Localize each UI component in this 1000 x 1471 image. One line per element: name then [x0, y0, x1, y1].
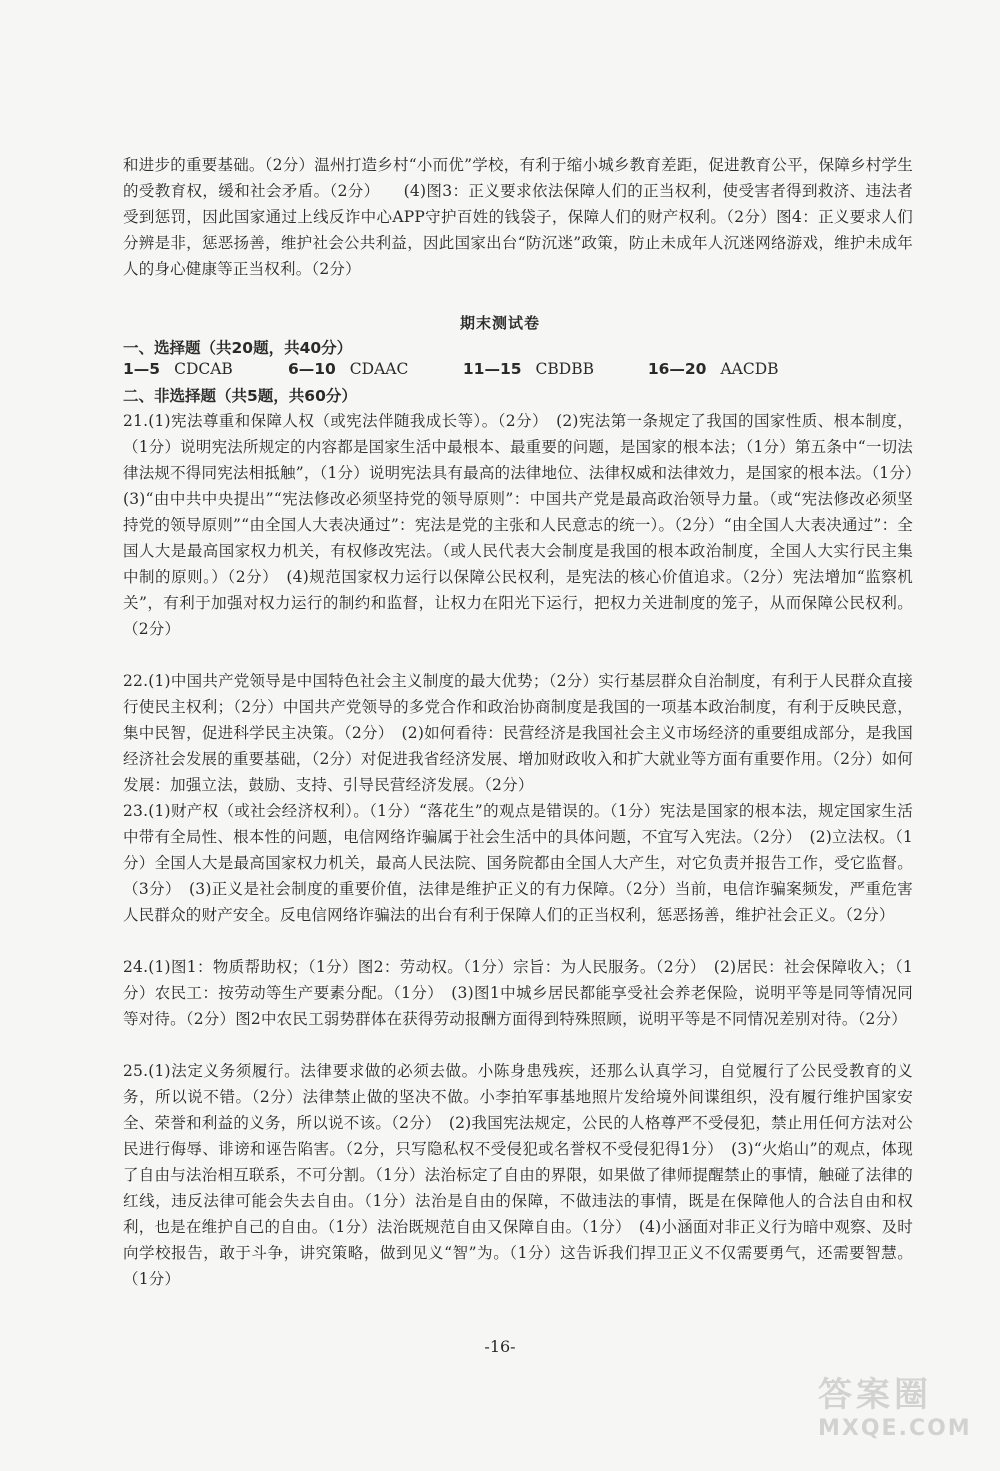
- mc-range: 11—15: [462, 360, 522, 378]
- section2-heading: 二、非选择题（共5题，共60分）: [123, 387, 357, 405]
- mc-group: [463, 360, 643, 378]
- answer-q21: 21.(1)宪法尊重和保障人权（或宪法伴随我成长等）。（2分） (2)宪法第一条规定了我国的国家性质、根本制度，（1分）说明宪法所规定的内容都是国家生活中最根本、最重要的问题，是国家的根本法；（1分）第五条中“一切法律法规不得同宪法相抵触”，（1分）说明宪法具有最高的法律地位、法律权威和法律效力，是国家的根本法。（1分） (3)“由中共中央提出”“宪法修改必须坚持党的领导原则”：中国共产党是最高政治领导力量。（或“宪法修改必须坚持党的领导原则”“由全国人大表决通过”：宪法是党的主张和人民意志的统一）。（2分）“由全国人大表决通过”：全国人大是最高国家权力机关，有权修改宪法。（或人民代表大会制度是我国的根本政治制度，全国人大实行民主集中制的原则。）（2分） (4)规范国家权力运行以保障公民权利，是宪法的核心价值追求。（2分）宪法增加“监察机关”，有利于加强对权力运行的制约和监督，让权力在阳光下运行，把权力关进制度的笼子，从而保障公民权利。（2分）: [123, 412, 929, 638]
- watermark-bottom: MXQE.COM: [818, 1416, 972, 1441]
- mc-group: [123, 360, 283, 378]
- exam-title: 期末测试卷: [459, 314, 540, 332]
- mc-answer-row: [123, 360, 779, 378]
- watermark-logo: [818, 1367, 972, 1453]
- mc-range: 16—20: [647, 360, 707, 378]
- mc-answers: AACDB: [720, 360, 779, 378]
- mc-answers: CDAAC: [349, 360, 409, 378]
- answer-q25: 25.(1)法定义务须履行。法律要求做的必须去做。小陈身患残疾，还那么认真学习，自觉履行了公民受教育的义务，所以说不错。（2分）法律禁止做的坚决不做。小李拍军事基地照片发给境外间谍组织，没有履行维护国家安全、荣誉和利益的义务，所以说不该。（2分） (2)我国宪法规定，公民的人格尊严不受侵犯，禁止用任何方法对公民进行侮辱、诽谤和诬告陷害。（2分，只写隐私权不受侵犯或名誉权不受侵犯得1分） (3)“火焰山”的观点，体现了自由与法治相互联系，不可分割。（1分）法治标定了自由的界限，如果做了律师提醒禁止的事情，触碰了法律的红线，违反法律可能会失去自由。（1分）法治是自由的保障，不做违法的事情，既是在保障他人的合法自由和权利，也是在维护自己的自由。（1分）法治既规范自由又保障自由。（1分） (4)小涵面对非正义行为暗中观察、及时向学校报告，敢于斗争，讲究策略，做到见义“智”为。（1分）这告诉我们捍卫正义不仅需要勇气，还需要智慧。（1分）: [123, 1062, 913, 1288]
- intro-paragraph: 和进步的重要基础。（2分）温州打造乡村“小而优”学校，有利于缩小城乡教育差距，促进教育公平，保障乡村学生的受教育权，缓和社会矛盾。（2分） (4)图3：正义要求依法保障人们的正当权利，使受害者得到救济、违法者受到惩罚，因此国家通过上线反诈中心APP守护百姓的钱袋子，保障人们的财产权利。（2分）图4：正义要求人们分辨是非，惩恶扬善，维护社会公共利益，因此国家出台“防沉迷”政策，防止未成年人沉迷网络游戏，维护未成年人的身心健康等正当权利。（2分）: [123, 156, 913, 278]
- page-number: -16-: [484, 1337, 516, 1356]
- answer-q23: 23.(1)财产权（或社会经济权利）。（1分）“落花生”的观点是错误的。（1分）宪法是国家的根本法，规定国家生活中带有全局性、根本性的问题，电信网络诈骗属于社会生活中的具体问题，不宜写入宪法。（2分） (2)立法权。（1分）全国人大是最高国家权力机关，最高人民法院、国务院都由全国人大产生，对它负责并报告工作，受它监督。（3分） (3)正义是社会制度的重要价值，法律是维护正义的有力保障。（2分）当前，电信诈骗案频发，严重危害人民群众的财产安全。反电信网络诈骗法的出台有利于保障人们的正当权利，惩恶扬善，维护社会正义。（2分）: [123, 802, 913, 924]
- mc-range: 1—5: [123, 360, 161, 378]
- mc-group: [288, 360, 458, 378]
- answer-q24: 24.(1)图1：物质帮助权；（1分）图2：劳动权。（1分）宗旨：为人民服务。（2分） (2)居民：社会保障收入；（1分）农民工：按劳动等生产要素分配。（1分） (3)图1中城乡居民都能享受社会养老保险，说明平等是同等情况同等对待。（2分）图2中农民工弱势群体在获得劳动报酬方面得到特殊照顾，说明平等是不同情况差别对待。（2分）: [123, 958, 913, 1028]
- watermark-top: 答案圈: [818, 1375, 932, 1415]
- mc-answers: CDCAB: [174, 360, 233, 378]
- answer-q22: 22.(1)中国共产党领导是中国特色社会主义制度的最大优势；（2分）实行基层群众自治制度，有利于人民群众直接行使民主权利；（2分）中国共产党领导的多党合作和政治协商制度是我国的一项基本政治制度，有利于反映民意，集中民智，促进科学民主决策。（2分） (2)如何看待：民营经济是我国社会主义市场经济的重要组成部分，是我国经济社会发展的重要基础，（2分）对促进我省经济发展、增加财政收入和扩大就业等方面有重要作用。（2分）如何发展：加强立法，鼓励、支持、引导民营经济发展。（2分）: [123, 672, 913, 794]
- mc-range: 6—10: [287, 360, 336, 378]
- section1-heading: 一、选择题（共20题，共40分）: [123, 339, 353, 357]
- mc-answers: CBDBB: [535, 360, 594, 378]
- mc-group: [648, 360, 779, 378]
